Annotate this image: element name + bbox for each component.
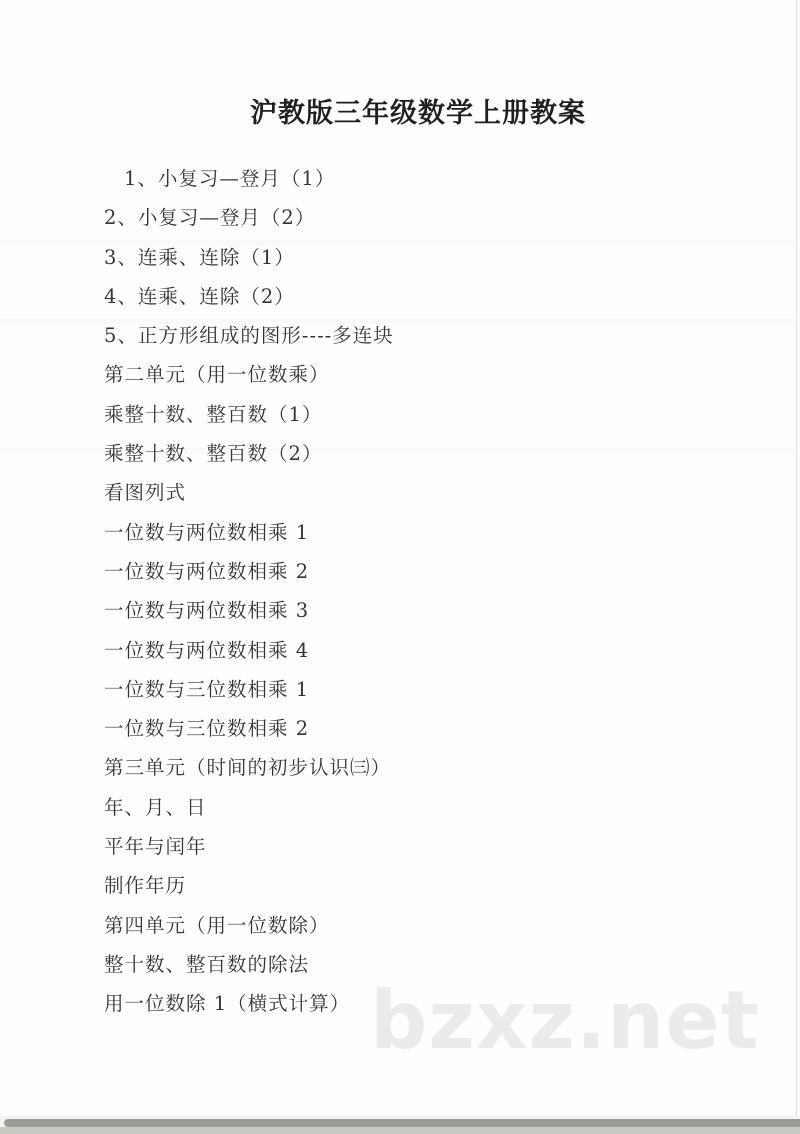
toc-item: 一位数与两位数相乘 2 — [104, 559, 310, 583]
toc-item: 一位数与三位数相乘 2 — [104, 717, 310, 741]
toc-item: 4、连乘、连除（2） — [104, 284, 295, 308]
toc-item: 一位数与三位数相乘 1 — [104, 677, 310, 701]
toc-item: 平年与闰年 — [104, 835, 207, 859]
bottom-strip — [0, 1127, 800, 1134]
toc-item: 5、正方形组成的图形----多连块 — [104, 324, 394, 348]
toc-item: 用一位数除 1（横式计算） — [104, 992, 351, 1016]
toc-item: 第二单元（用一位数乘） — [104, 363, 330, 387]
page-right-border — [796, 0, 797, 1118]
watermark: bzxz.net — [370, 974, 760, 1067]
page-title: 沪教版三年级数学上册教案 — [250, 98, 586, 129]
toc-list — [104, 159, 704, 1024]
toc-item: 1、小复习—登月（1） — [124, 167, 336, 190]
toc-item: 3、连乘、连除（1） — [104, 245, 295, 269]
toc-item: 年、月、日 — [104, 795, 207, 819]
toc-item: 一位数与两位数相乘 1 — [104, 520, 310, 544]
toc-item: 2、小复习—登月（2） — [104, 206, 316, 230]
toc-item: 第三单元（时间的初步认识㈢） — [104, 756, 392, 780]
toc-item: 制作年历 — [104, 874, 187, 898]
toc-item: 乘整十数、整百数（1） — [104, 402, 323, 426]
toc-item: 一位数与两位数相乘 4 — [104, 638, 310, 662]
toc-item: 一位数与两位数相乘 3 — [104, 599, 310, 623]
horizontal-scrollbar-thumb[interactable] — [4, 1119, 800, 1127]
toc-item: 看图列式 — [104, 481, 187, 505]
toc-item: 乘整十数、整百数（2） — [104, 442, 323, 466]
toc-item: 第四单元（用一位数除） — [104, 913, 330, 937]
toc-item: 整十数、整百数的除法 — [104, 952, 310, 976]
